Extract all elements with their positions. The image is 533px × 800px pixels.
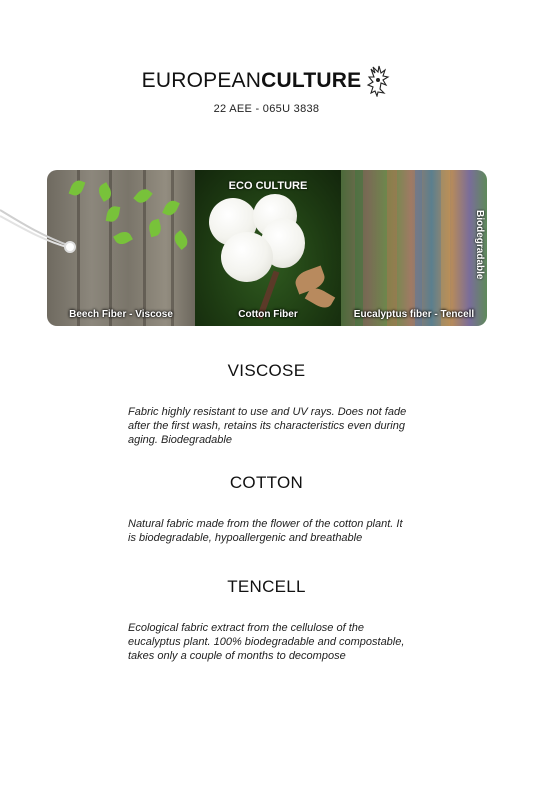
eucalyptus-panel	[341, 170, 487, 326]
hangtag-image	[47, 170, 487, 326]
section-desc-cotton: Natural fabric made from the flower of the cotton plant. It is biodegradable, hypoallergenic and breathable	[128, 518, 403, 544]
brand-name	[142, 69, 362, 93]
section-desc-tencell: Ecological fabric extract from the cellulose of the eucalyptus plant. 100% biodegradable and compostable, takes only a couple of months to decompose	[128, 622, 405, 662]
panel-label-beech: Beech Fiber - Viscose	[69, 309, 173, 320]
product-code: 22 AEE - 065U 3838	[213, 103, 320, 115]
section-title-viscose: VISCOSE	[227, 361, 306, 380]
section-title-tencell: TENCELL	[227, 577, 306, 596]
section-title-cotton: COTTON	[229, 473, 304, 492]
tag-hole	[64, 241, 76, 253]
panel-label-cotton: Cotton Fiber	[238, 309, 298, 320]
panel-label-eucalyptus: Eucalyptus fiber - Tencell	[353, 309, 475, 320]
biodegradable-label: Biodegradable	[474, 210, 485, 280]
griffin-emblem-icon	[365, 65, 391, 97]
section-desc-viscose: Fabric highly resistant to use and UV rays. Does not fade after the first wash, retains its characteristics even during aging. Biodegradable	[128, 406, 407, 446]
cotton-panel	[195, 170, 341, 326]
eco-culture-label: ECO CULTURE	[228, 180, 308, 192]
brand-name-thin: EUROPEAN	[141, 69, 262, 92]
brand-logo	[0, 64, 533, 98]
brand-name-bold: CULTURE	[261, 69, 362, 92]
